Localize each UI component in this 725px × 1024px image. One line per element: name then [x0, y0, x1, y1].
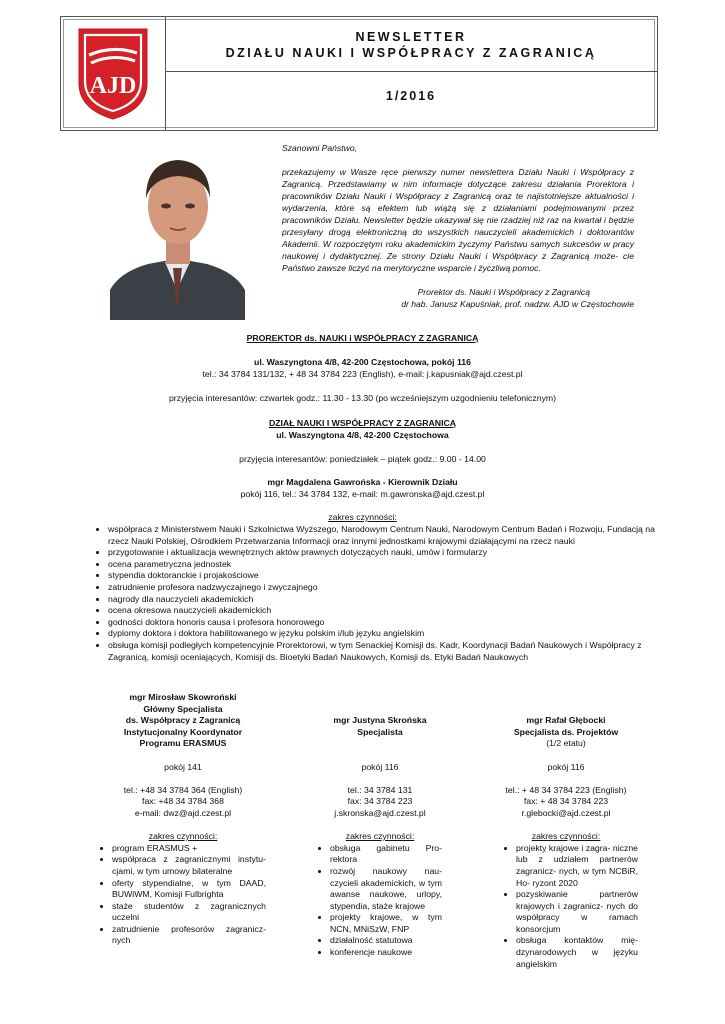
staff-room: pokój 116: [547, 761, 585, 772]
list-item: • projekty krajowe, w tym NCN, MNiSzW, FNP: [330, 912, 442, 935]
header-divider-horizontal: [165, 71, 657, 72]
prorektor-hours: przyjęcia interesantów: czwartek godz.: 11.30 - 13.30 (po wcześniejszym uzgodnieniu telefonicznym): [168, 393, 557, 403]
staff-title-line: Specjalista: [357, 726, 403, 737]
staff-fax: fax: + 48 34 3784 223: [523, 796, 609, 807]
letter-body: przekazujemy w Wasze ręce pierwszy numer newslettera Działu Nauki i Współpracy z Zagranicą. Przedstawiamy w nim informacje dotyczące zakresu działania Prorektora i pracowników Działu Nauki i Współpracy z Zagranicą oraz te najistotniejsze aktualności i wydarzenia, które są efektem lub wiążą się z działaniami podejmowanymi przez pracowników Działu. Newsletter będzie ukazywał się nie rzadziej niż raz na kwartał i będzie przesyłany drogą elektroniczną do wszystkich nauczycieli akademickich i doktorantów Akademii. W rozpoczętym roku akademickim życzymy Państwu samych sukcesów w pracy naukowej i dydaktycznej. Ze strony Działu Nauki i Współpracy z Zagranicą może- cie Państwo zawsze liczyć na merytoryczne wsparcie i życzliwą pomoc.: [282, 167, 634, 273]
staff-room: pokój 116: [361, 761, 399, 772]
dzial-duties-list: [96, 524, 656, 663]
list-item: • dyplomy doktora i doktora habilitowanego w języku polskim i/lub języku angielskim: [108, 628, 656, 640]
dzial-duties-heading: zakres czynności:: [328, 512, 397, 522]
staff-title-line: ds. Współpracy z Zagranicą: [125, 715, 241, 726]
staff-title-line: mgr Mirosław Skowroński: [129, 692, 237, 702]
title-line-1: NEWSLETTER: [355, 30, 467, 44]
staff-tel: tel.: 34 3784 131: [347, 784, 413, 795]
staff-note: (1/2 etatu): [546, 738, 586, 749]
list-item: • nagrody dla nauczycieli akademickich: [108, 594, 656, 606]
staff-fax: fax: 34 3784 223: [347, 796, 413, 807]
prorektor-contact: tel.: 34 3784 131/132, + 48 34 3784 223 (English), e-mail: j.kapusniak@ajd.czest.pl: [202, 369, 523, 379]
staff-duties-list: [318, 843, 442, 959]
list-item: • zatrudnienie profesora nadzwyczajnego i zwyczajnego: [108, 582, 656, 594]
staff-column-glebocki: [494, 692, 638, 970]
staff-duties-list: [494, 843, 638, 971]
dzial-hours: przyjęcia interesantów: poniedziałek – piątek godz.: 9.00 - 14.00: [239, 454, 486, 464]
prorektor-photo: [110, 140, 245, 320]
staff-title-line: mgr Justyna Skrońska: [333, 715, 427, 726]
list-item: • program ERASMUS +: [112, 843, 266, 855]
list-item: • działalność statutowa: [330, 935, 442, 947]
letter-salutation: Szanowni Państwo,: [282, 143, 357, 153]
staff-email: e-mail: dwz@ajd.czest.pl: [134, 807, 232, 818]
staff-fax: fax: +48 34 3784 368: [142, 796, 224, 807]
list-item: • stypendia doktoranckie i projakościowe: [108, 570, 656, 582]
list-item: • współpraca z zagranicznymi instytu- cjami, w tym umowy bilateralne: [112, 854, 266, 877]
dzial-heading: DZIAŁ NAUKI I WSPÓŁPRACY Z ZAGRANICĄ: [268, 418, 457, 428]
staff-title-line: Główny Specjalista: [143, 703, 223, 714]
staff-email: r.glebocki@ajd.czest.pl: [521, 807, 611, 818]
list-item: • godności doktora honoris causa i profesora honorowego: [108, 617, 656, 629]
welcome-letter: [282, 142, 634, 310]
staff-tel: tel.: + 48 34 3784 223 (English): [505, 784, 627, 795]
staff-duties-heading: zakres czynności:: [148, 831, 218, 842]
list-item: • ocena parametryczna jednostek: [108, 559, 656, 571]
list-item: • rozwój naukowy nau- czycieli akademickich, w tym awanse naukowe, urlopy, stypendia, staże krajowe: [330, 866, 442, 912]
staff-email: j.skronska@ajd.czest.pl: [334, 807, 426, 818]
title-line-2: DZIAŁU NAUKI I WSPÓŁPRACY Z ZAGRANICĄ: [225, 46, 597, 60]
list-item: • pozyskiwanie partnerów krajowych i zagranicz- nych do współpracy w ramach konsorcjum: [516, 889, 638, 935]
list-item: • przygotowanie i aktualizacja wewnętrznych aktów prawnych dotyczących nauki, umów i formularzy: [108, 547, 656, 559]
staff-duties-heading: zakres czynności:: [531, 831, 601, 842]
list-item: • projekty krajowe i zagra- niczne lub z udziałem partnerów zagranicz- nych, w tym NCBiR, Ho- ryzont 2020: [516, 843, 638, 889]
staff-title: [494, 715, 638, 738]
staff-title: [318, 715, 442, 738]
issue-number: 1/2016: [385, 89, 437, 103]
ajd-shield-logo: [75, 25, 151, 121]
list-item: • ocena okresowa nauczycieli akademickich: [108, 605, 656, 617]
staff-title-line: mgr Rafał Głębocki: [526, 715, 606, 726]
list-item: • konferencje naukowe: [330, 947, 442, 959]
staff-column-skronska: [318, 692, 442, 959]
newsletter-header: [60, 16, 658, 131]
staff-title: [100, 692, 266, 750]
staff-tel: tel.: +48 34 3784 364 (English): [123, 784, 243, 795]
staff-column-skowronski: [100, 692, 266, 947]
prorektor-heading: PROREKTOR ds. NAUKI i WSPÓŁPRACY Z ZAGRANICĄ: [246, 333, 479, 343]
letter-signature-role: Prorektor ds. Nauki i Współpracy z Zagranicą: [417, 287, 590, 297]
staff-duties-list: [100, 843, 266, 947]
dzial-head-contact: pokój 116, tel.: 34 3784 132, e-mail: m.gawronska@ajd.czest.pl: [240, 489, 485, 499]
list-item: • oferty stypendialne, w tym DAAD, BUWiWM, Komisji Fulbrighta: [112, 878, 266, 901]
prorektor-address: ul. Waszyngtona 4/8, 42-200 Częstochowa, pokój 116: [254, 357, 471, 367]
staff-room: pokój 141: [164, 761, 202, 772]
svg-text:AJD: AJD: [89, 73, 137, 99]
dzial-address: ul. Waszyngtona 4/8, 42-200 Częstochowa: [276, 430, 449, 440]
list-item: • staże studentów z zagranicznych uczelni: [112, 901, 266, 924]
staff-title-line: Specjalista ds. Projektów: [513, 726, 619, 737]
letter-signature-name: dr hab. Janusz Kapuśniak, prof. nadzw. AJD w Częstochowie: [401, 299, 634, 309]
list-item: • zatrudnienie profesorów zagranicz- nych: [112, 924, 266, 947]
list-item: • obsługa gabinetu Pro- rektora: [330, 843, 442, 866]
list-item: • współpraca z Ministerstwem Nauki i Szkolnictwa Wyższego, Narodowym Centrum Nauki, Narodowym Centrum Badań i Rozwoju, Fundacją na rzecz Nauki Polskiej, Ośrodkiem Przetwarzania Informacji oraz innymi jednostkami krajowymi działającymi na rzecz nauki: [108, 524, 656, 547]
list-item: • obsługa kontaktów mię- dzynarodowych w języku angielskim: [516, 935, 638, 970]
newsletter-title: [165, 29, 657, 61]
staff-duties-heading: zakres czynności:: [345, 831, 415, 842]
staff-title-line: Instytucjonalny Koordynator: [123, 726, 243, 737]
list-item: • obsługa komisji podległych kompetencyjnie Prorektorowi, w tym Senackiej Komisji ds. Kadr, Koordynacji Badań Naukowych i Współpracy z Zagranicą, komisji oceniających, Komisji ds. Bioetyki Badań Naukowych, Komisji ds. Etyki Badań Naukowych: [108, 640, 656, 663]
staff-title-line: Programu ERASMUS: [139, 738, 227, 749]
dzial-head-name: mgr Magdalena Gawrońska - Kierownik Działu: [267, 477, 458, 487]
